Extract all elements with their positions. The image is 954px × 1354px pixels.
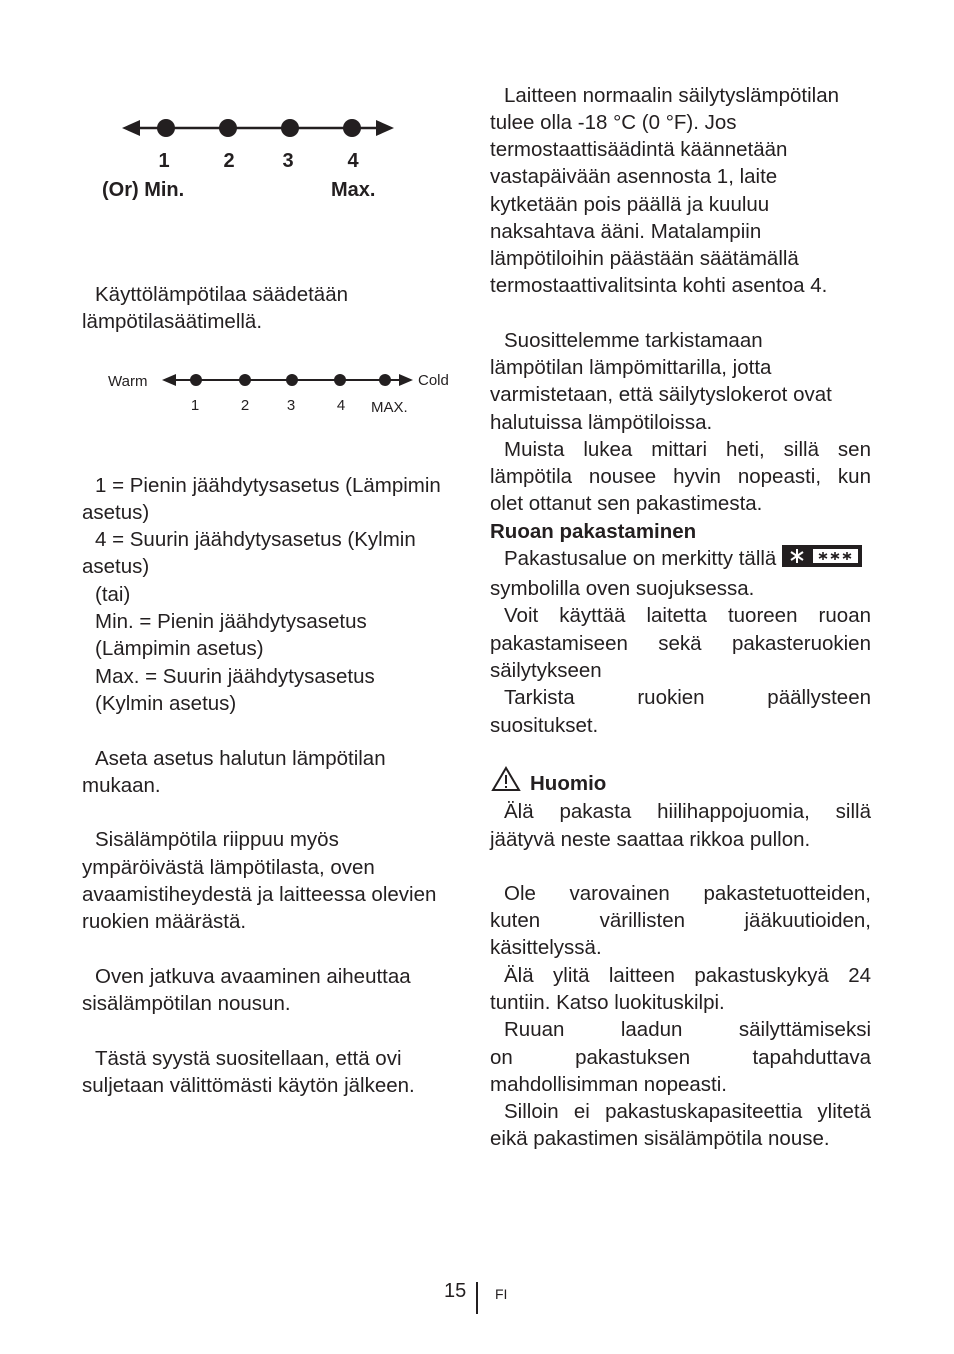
paragraph: naksahtava ääni. Matalampiin [490, 220, 762, 243]
scale-number: 4 [347, 150, 359, 172]
language-code: FI [495, 1286, 508, 1302]
paragraph: tulee olla -18 °C (0 °F). Jos [490, 111, 737, 134]
list-item: asetus) [82, 555, 150, 578]
scale-dot [219, 119, 237, 137]
list-item: Min. = Pienin jäähdytysasetus [95, 610, 367, 633]
paragraph: vastapäivään asennosta 1, laite [490, 165, 778, 188]
list-item: 1 = Pienin jäähdytysasetus (Lämpimin [95, 474, 441, 497]
cold-label: Cold [418, 372, 449, 389]
warm-cold-scale-diagram [100, 364, 470, 420]
paragraph: suljetaan välittömästi käytön jälkeen. [82, 1074, 415, 1097]
max-label: Max. [331, 179, 376, 201]
paragraph: Sisälämpötila riippuu myös [95, 828, 339, 851]
paragraph: on pakastuksen tapahduttava [490, 1046, 871, 1069]
paragraph: Laitteen normaalin säilytyslämpötilan [504, 84, 840, 107]
list-item: (tai) [95, 583, 131, 606]
paragraph: lämpötilasäätimellä. [82, 310, 263, 333]
paragraph: jäätyvä neste saattaa rikkoa pullon. [490, 828, 811, 851]
paragraph: Älä pakasta hiilihappojuomia, sillä [504, 800, 871, 823]
thermostat-scale-diagram [100, 110, 400, 210]
warning-triangle-icon [491, 766, 521, 797]
paragraph: mukaan. [82, 774, 161, 797]
paragraph: Pakastusalue on merkitty tällä [504, 545, 862, 574]
paragraph: kuten värillisten jääkuutioiden, [490, 909, 871, 932]
paragraph: termostaattisäädintä käännetään [490, 138, 788, 161]
scale-number: 1 [158, 150, 170, 172]
paragraph: Tarkista ruokien päällysteen [504, 686, 871, 709]
warning-title: Huomio [530, 772, 607, 795]
paragraph: lämpötila nousee hyvin nopeasti, kun [490, 465, 871, 488]
paragraph: lämpötilan lämpömittarilla, jotta [490, 356, 772, 379]
section-heading: Ruoan pakastaminen [490, 520, 697, 543]
list-item: Max. = Suurin jäähdytysasetus [95, 665, 375, 688]
paragraph: Käyttölämpötilaa säädetään [95, 283, 349, 306]
page-number: 15 [444, 1280, 467, 1302]
svg-text:2: 2 [240, 397, 250, 414]
paragraph: kytketään pois päällä ja kuuluu [490, 193, 770, 216]
list-item: asetus) [82, 501, 150, 524]
paragraph: varmistetaan, että säilytyslokerot ovat [490, 383, 832, 406]
svg-text:1: 1 [190, 397, 200, 414]
footer-divider [476, 1282, 478, 1314]
paragraph: Aseta asetus halutun lämpötilan [95, 747, 386, 770]
scale-dot [281, 119, 299, 137]
paragraph: Voit käyttää laitetta tuoreen ruoan [504, 604, 871, 627]
scale-number: 2 [223, 150, 235, 172]
paragraph: Oven jatkuva avaaminen aiheuttaa [95, 965, 411, 988]
paragraph: suositukset. [490, 714, 599, 737]
list-item: (Lämpimin asetus) [95, 637, 264, 660]
paragraph: termostaattivalitsinta kohti asentoa 4. [490, 274, 828, 297]
paragraph: Suosittelemme tarkistamaan [504, 329, 763, 352]
list-item: 4 = Suurin jäähdytysasetus (Kylmin [95, 528, 416, 551]
scale-number: 3 [282, 150, 294, 172]
paragraph: lämpötiloihin päästään säätämällä [490, 247, 799, 270]
paragraph: Muista lukea mittari heti, sillä sen [504, 438, 871, 461]
paragraph: säilytykseen [490, 659, 602, 682]
arrow-right-icon [399, 374, 413, 386]
max-label: MAX. [371, 399, 408, 416]
paragraph: ympäröivästä lämpötilasta, oven [82, 856, 375, 879]
paragraph: käsittelyssä. [490, 936, 602, 959]
arrow-left-icon [122, 120, 140, 136]
freezer-star-symbol-icon [782, 545, 862, 574]
scale-dot [157, 119, 175, 137]
paragraph: olet ottanut sen pakastimesta. [490, 492, 763, 515]
paragraph: halutuissa lämpötiloissa. [490, 411, 713, 434]
paragraph: pakastamiseen sekä pakasteruokien [490, 632, 871, 655]
paragraph: Ruuan laadun säilyttämiseksi [504, 1018, 871, 1041]
paragraph: Tästä syystä suositellaan, että ovi [95, 1047, 402, 1070]
arrow-left-icon [162, 374, 176, 386]
min-label: (Or) Min. [102, 179, 185, 201]
paragraph: Silloin ei pakastuskapasiteettia ylitetä [504, 1100, 871, 1123]
paragraph: avaamistiheydestä ja laitteessa olevien [82, 883, 437, 906]
paragraph: eikä pakastimen sisälämpötila nouse. [490, 1127, 830, 1150]
paragraph: ruokien määrästä. [82, 910, 247, 933]
paragraph: Älä ylitä laitteen pakastuskykyä 24 [504, 964, 871, 987]
paragraph: tuntiin. Katso luokituskilpi. [490, 991, 725, 1014]
scale-dot [343, 119, 361, 137]
svg-text:4: 4 [336, 397, 346, 414]
warm-label: Warm [108, 373, 148, 390]
paragraph: symbolilla oven suojuksessa. [490, 577, 755, 600]
paragraph: sisälämpötilan nousun. [82, 992, 291, 1015]
svg-text:3: 3 [286, 397, 296, 414]
paragraph: Ole varovainen pakastetuotteiden, [504, 882, 871, 905]
list-item: (Kylmin asetus) [95, 692, 237, 715]
arrow-right-icon [376, 120, 394, 136]
paragraph: mahdollisimman nopeasti. [490, 1073, 728, 1096]
